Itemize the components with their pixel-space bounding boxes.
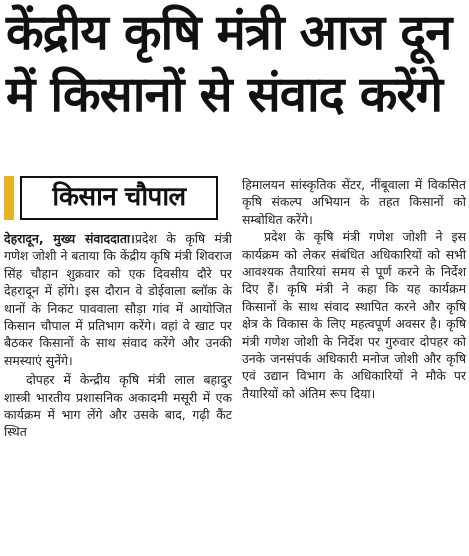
accent-bar (4, 176, 14, 220)
paragraph-2: दोपहर में केन्द्रीय कृषि मंत्री लाल बहादुर शास्त्री भारतीय प्रशासनिक अकादमी मसूरी में एक कार्यक्रम में भाग लेंगे और उसके बाद, गढ़ी कैंट स्थित (4, 372, 232, 440)
dateline: देहरादून, मुख्य संवाददाता। (4, 231, 135, 246)
paragraph-1 (4, 230, 232, 369)
section-label-box (4, 176, 218, 220)
section-label: किसान चौपाल (20, 176, 218, 220)
article-body (4, 176, 466, 554)
paragraph-1-text: प्रदेश के कृषि मंत्री गणेश जोशी ने बताया कि केंद्रीय कृषि मंत्री शिवराज सिंह चौहान शुक्रवार को एक दिवसीय दौरे पर देहरादून में होंगे। इस दौरान वे डोईवाला ब्लॉक के थानों के निकट पाववाला सौड़ा गांव में आयोजित किसान चौपाल में प्रतिभाग करेंगे। वहां वे खाट पर बैठकर किसानों के साथ संवाद करेंगे और उनकी समस्याएं सुनेंगे। (4, 231, 233, 368)
article-column-left (4, 176, 232, 441)
headline-line-2: में किसानों से संवाद करेंगे (6, 66, 443, 123)
paragraph-3: हिमालयन सांस्कृतिक सेंटर, नींबूवाला में विकसित कृषि संकल्प अभियान के तहत किसानों को सम्बोधित करेंगे। (242, 177, 466, 227)
article-column-right (242, 176, 466, 402)
headline-line-1: केंद्रीय कृषि मंत्री आज दून (6, 4, 452, 61)
headline (6, 2, 464, 126)
paragraph-4: प्रदेश के कृषि मंत्री गणेश जोशी ने इस कार्यक्रम को लेकर संबंधित अधिकारियों को सभी आवश्यक तैयारियां समय से पूर्ण करने के निर्देश दिए हैं। कृषि मंत्री ने कहा कि यह कार्यक्रम किसानों के साथ संवाद स्थापित करने और कृषि क्षेत्र के विकास के लिए महत्वपूर्ण अवसर है। कृषि मंत्री गणेश जोशी के निर्देश पर गुरुवार दोपहर को उनके जनसंपर्क अधिकारी मनोज जोशी और कृषि एवं उद्यान विभाग के अधिकारियों ने मौके पर तैयारियों को अंतिम रूप दिया। (242, 229, 466, 401)
